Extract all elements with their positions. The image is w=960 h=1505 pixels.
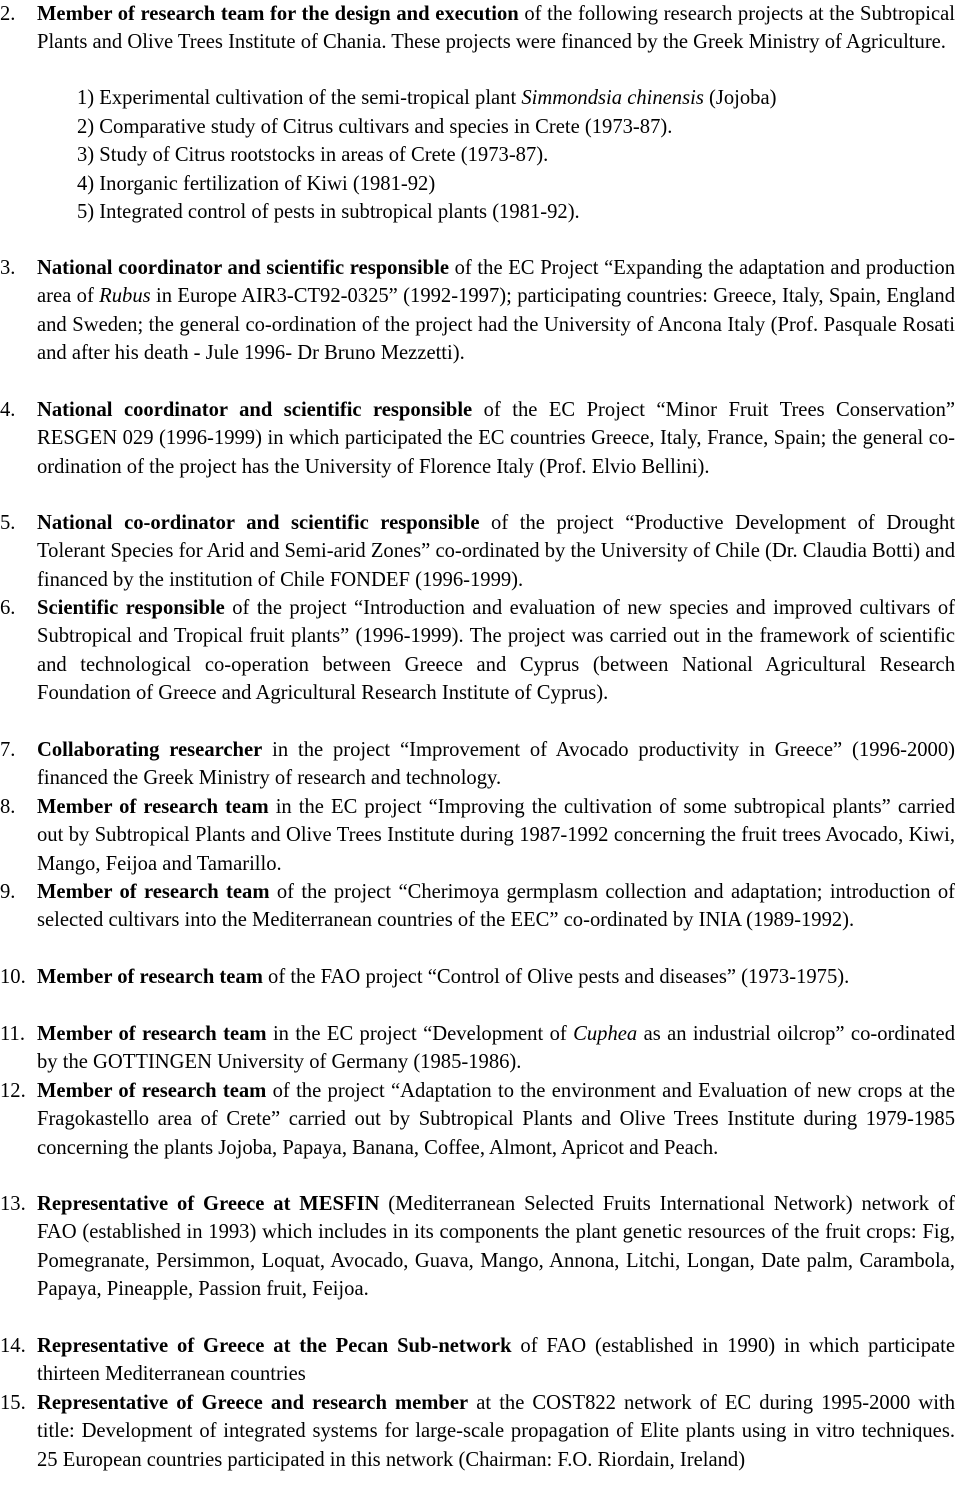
item-role: Representative of Greece at MESFIN bbox=[37, 1193, 380, 1215]
item-role: Representative of Greece at the Pecan Sub-network bbox=[37, 1335, 512, 1357]
item-role: Member of research team for the design and execution bbox=[37, 3, 519, 25]
item-number: 11. bbox=[0, 1023, 25, 1045]
item-text: Member of research team in the EC project “Improving the cultivation of some subtropical plants” carried out by Subtropical Plants and Olive Trees Institute during 1987-1992 concerning the fruit trees Avocado, Kiwi, Mango, Feijoa and Tamarillo. bbox=[37, 796, 955, 875]
item-text: Representative of Greece at MESFIN (Mediterranean Selected Fruits International Network) network of FAO (established in 1993) which includes in its components the plant genetic resources of the fruit crops: Fig, Pomegranate, Persimmon, Loquat, Avocado, Guava, Mango, Annona, Litchi, Longan, Date palm, Carambola, Papaya, Pineapple, Passion fruit, Feijoa. bbox=[37, 1193, 956, 1301]
item-text: Member of research team of the project “Adaptation to the environment and Evaluation of new crops at the Fragokastello area of Crete” carried out by Subtropical Plants and Olive Trees Institute during 1979-1985 concerning the plants Jojoba, Papaya, Banana, Coffee, Almont, Apricot and Peach. bbox=[37, 1080, 955, 1159]
item-text: Collaborating researcher in the project “Improvement of Avocado productivity in Greece” (1996-2000) financed the Greek Ministry of research and technology. bbox=[37, 739, 955, 790]
subproject-5: 5) Integrated control of pests in subtropical plants (1981-92). bbox=[77, 201, 580, 223]
item-number: 4. bbox=[0, 399, 16, 421]
item-text: Member of research team of the FAO project “Control of Olive pests and diseases” (1973-1975). bbox=[37, 966, 850, 988]
item-number: 9. bbox=[0, 881, 16, 903]
item-role: National coordinator and scientific responsible bbox=[37, 399, 473, 421]
item-number: 5. bbox=[0, 512, 16, 534]
item-text: Representative of Greece at the Pecan Sub-network of FAO (established in 1990) in which participate thirteen Mediterranean countries bbox=[37, 1335, 955, 1386]
item-role: Member of research team bbox=[37, 1023, 267, 1045]
item-text: Member of research team in the EC project “Development of Cuphea as an industrial oilcrop” co-ordinated by the GOTTINGEN University of Germany (1985-1986). bbox=[37, 1023, 955, 1074]
item-number: 8. bbox=[0, 796, 16, 818]
item-text: Representative of Greece and research member at the COST822 network of EC during 1995-2000 with title: Development of integrated systems for large-scale propagation of Elite plants using in vitro techniques. 25 European countries participated in this network (Chairman: F.O. Riordain, Ireland) bbox=[37, 1392, 955, 1471]
item-number: 10. bbox=[0, 966, 26, 988]
item-text: National coordinator and scientific responsible of the EC Project “Expanding the adaptation and production area of Rubus in Europe AIR3-CT92-0325” (1992-1997); participating countries: Greece, Italy, Spain, England and Sweden; the general co-ordination of the project had the University of Ancona Italy (Prof. Pasquale Rosati and after his death - Jule 1996- Dr Bruno Mezzetti). bbox=[37, 257, 956, 365]
item-number: 13. bbox=[0, 1193, 26, 1215]
item-number: 6. bbox=[0, 597, 16, 619]
item-role: National coordinator and scientific responsible bbox=[37, 257, 449, 279]
item-text: National co-ordinator and scientific responsible of the project “Productive Development of Drought Tolerant Species for Arid and Semi-arid Zones” co-ordinated by the University of Chile (Dr. Claudia Botti) and financed by the institution of Chile FONDEF (1996-1999). bbox=[37, 512, 955, 591]
item-role: Member of research team bbox=[37, 966, 263, 988]
item-number: 2. bbox=[0, 3, 16, 25]
subproject-4: 4) Inorganic fertilization of Kiwi (1981-92) bbox=[77, 173, 436, 195]
item-number: 3. bbox=[0, 257, 16, 279]
item-role: Collaborating researcher bbox=[37, 739, 263, 761]
item-role: Member of research team bbox=[37, 1080, 267, 1102]
item-role: National co-ordinator and scientific responsible bbox=[37, 512, 480, 534]
item-number: 14. bbox=[0, 1335, 26, 1357]
item-text: Scientific responsible of the project “Introduction and evaluation of new species and improved cultivars of Subtropical and Tropical fruit plants” (1996-1999). The project was carried out in the framework of scientific and technological co-operation between Greece and Cyprus (between National Agricultural Research Foundation of Greece and Agricultural Research Institute of Cyprus). bbox=[37, 597, 955, 705]
item-role: Representative of Greece and research member bbox=[37, 1392, 469, 1414]
item-text: Member of research team for the design and execution of the following research projects at the Subtropical Plants and Olive Trees Institute of Chania. These projects were financed by the Greek Ministry of Agriculture. bbox=[37, 3, 955, 54]
subproject-1: 1) Experimental cultivation of the semi-tropical plant Simmondsia chinensis (Jojoba) bbox=[77, 87, 777, 109]
item-number: 15. bbox=[0, 1392, 26, 1414]
item-text: National coordinator and scientific responsible of the EC Project “Minor Fruit Trees Conservation” RESGEN 029 (1996-1999) in which participated the EC countries Greece, Italy, France, Spain; the general co-ordination of the project has the University of Florence Italy (Prof. Elvio Bellini). bbox=[37, 399, 956, 478]
item-role: Scientific responsible bbox=[37, 597, 225, 619]
item-role: Member of research team bbox=[37, 796, 269, 818]
subproject-2: 2) Comparative study of Citrus cultivars and species in Crete (1973-87). bbox=[77, 116, 673, 138]
subproject-3: 3) Study of Citrus rootstocks in areas of Crete (1973-87). bbox=[77, 144, 549, 166]
item-number: 7. bbox=[0, 739, 16, 761]
item-number: 12. bbox=[0, 1080, 26, 1102]
item-role: Member of research team bbox=[37, 881, 270, 903]
item-text: Member of research team of the project “Cherimoya germplasm collection and adaptation; introduction of selected cultivars into the Mediterranean countries of the EEC” co-ordinated by INIA (1989-1992). bbox=[37, 881, 956, 932]
